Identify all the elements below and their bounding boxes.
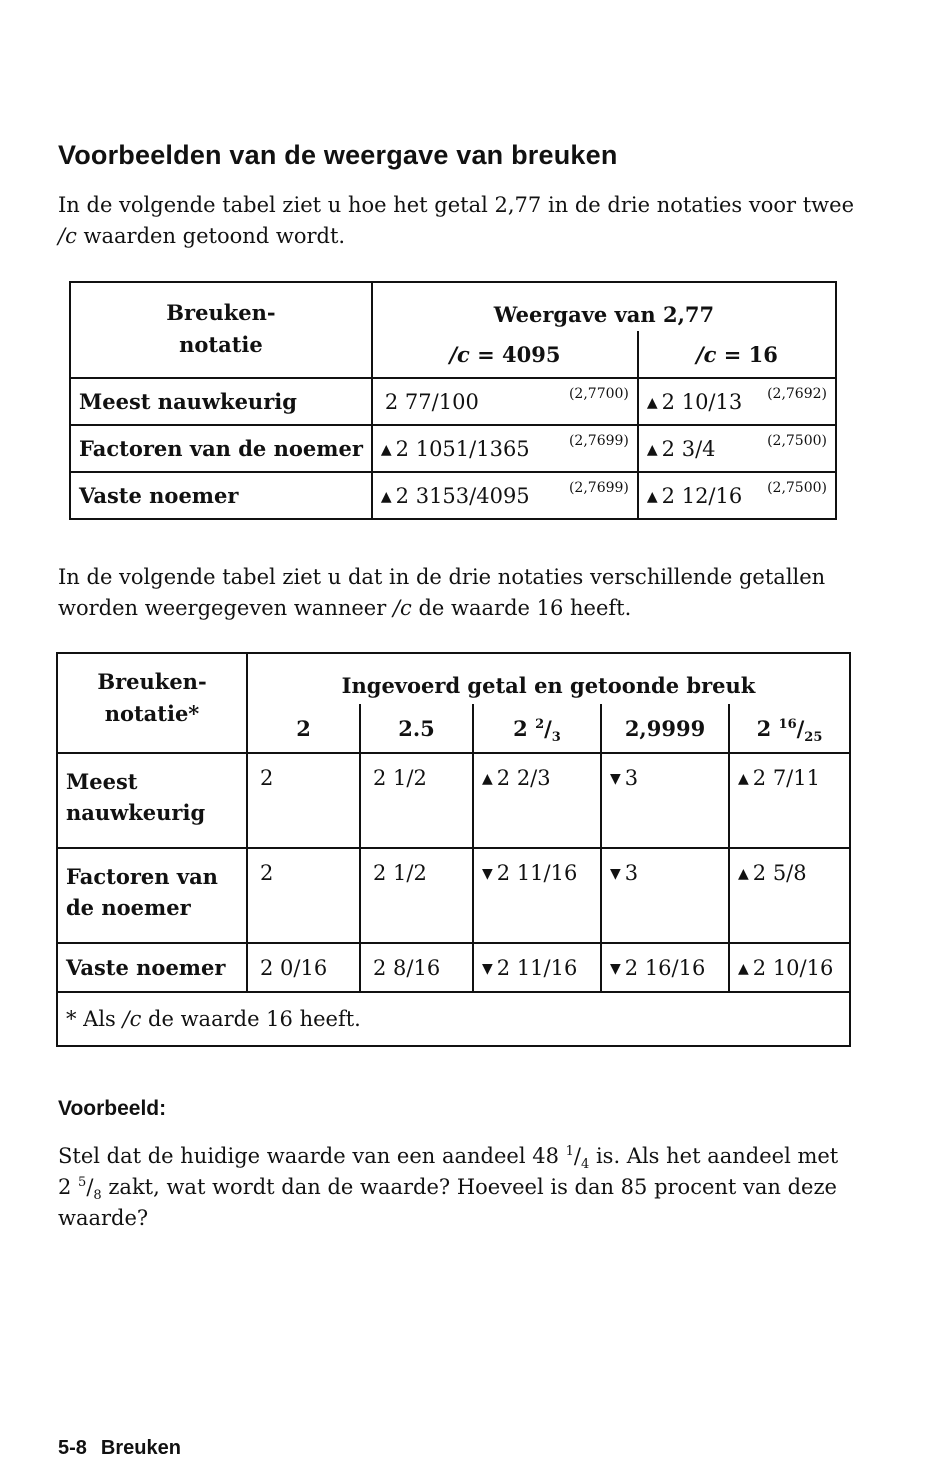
table2-col-2-9999: 2,9999 [601,704,729,753]
example-paragraph: Stel dat de huidige waarde van een aandeel 48 $^1/_4$ is. Als het aandeel met 2 $^5/_8$ zakt, wat wordt dan de waarde? Hoeveel is dan 85 procent van deze waarde? [58,1144,839,1230]
table-cell: 2 [247,753,360,848]
table2-col-2-2-3: 2 $^2/_3$ [473,704,601,753]
down-triangle-icon: ▼ [482,960,493,977]
table1-col-c4095: /c = 4095 [372,331,638,378]
table-cell: ▼ 2 16/16 [601,943,729,992]
table2-group-header: Ingevoerd getal en getoonde breuk [247,653,850,704]
table1-col-c16: /c = 16 [638,331,836,378]
table2-col-2-5: 2.5 [360,704,473,753]
row-label: Factoren van de noemer [57,848,247,943]
table2-corner-header: Breuken- notatie* [57,653,247,753]
table-cell: ▼ 3 [601,753,729,848]
table-row [70,378,836,425]
table-cell: ▲ 2 2/3 [473,753,601,848]
table-row [57,943,850,992]
table-cell: ▼ 2 11/16 [473,848,601,943]
table-cell: ▲ 2 5/8 [729,848,850,943]
up-triangle-icon: ▲ [646,488,658,505]
up-triangle-icon: ▲ [482,771,493,787]
section-name: Breuken [100,1437,181,1459]
intro-paragraph-1: In de volgende tabel ziet u hoe het getal 2,77 in de drie notaties voor twee /c waarden getoond wordt. [58,193,855,248]
table-cell: ▲ 2 3153/4095 (2,7699) [372,472,638,519]
table-cell: 2 [247,848,360,943]
up-triangle-icon: ▲ [646,394,658,411]
row-label: Meest nauwkeurig [57,753,247,848]
table2-col-2-16-25: 2 $^{16}/_{25}$ [729,704,850,753]
row-label: Factoren van de noemer [70,425,372,472]
table-display-2-77 [69,281,837,520]
table-row [70,425,836,472]
table-cell: ▲ 2 3/4 (2,7500) [638,425,836,472]
table-cell: 2 77/100 (2,7700) [372,378,638,425]
up-triangle-icon: ▲ [738,771,749,787]
up-triangle-icon: ▲ [380,488,392,505]
row-label: Vaste noemer [57,943,247,992]
up-triangle-icon: ▲ [738,960,749,977]
table-cell: ▲ 2 7/11 [729,753,850,848]
table-various-numbers [56,652,851,1047]
table1-corner-header: Breuken- notatie [70,282,372,378]
down-triangle-icon: ▼ [610,771,621,787]
row-label: Vaste noemer [70,472,372,519]
up-triangle-icon: ▲ [646,441,658,458]
row-label: Meest nauwkeurig [70,378,372,425]
page-heading: Voorbeelden van de weergave van breuken [58,140,618,170]
table-footnote-row [57,992,850,1046]
example-heading: Voorbeeld: [58,1097,167,1120]
down-triangle-icon: ▼ [610,960,621,977]
table-cell: 2 0/16 [247,943,360,992]
table-row [57,848,850,943]
table1-group-header: Weergave van 2,77 [372,282,836,331]
table-cell: ▼ 2 11/16 [473,943,601,992]
table-cell: ▲ 2 10/16 [729,943,850,992]
table-cell: ▲ 2 1051/1365 (2,7699) [372,425,638,472]
page-number: 5-8 [58,1437,87,1459]
down-triangle-icon: ▼ [482,866,493,882]
down-triangle-icon: ▼ [610,866,621,882]
table-cell: 2 1/2 [360,753,473,848]
table-cell: ▲ 2 12/16 (2,7500) [638,472,836,519]
table-cell: ▼ 3 [601,848,729,943]
table-cell: 2 1/2 [360,848,473,943]
up-triangle-icon: ▲ [738,866,749,882]
table2-col-2: 2 [247,704,360,753]
table-row [70,472,836,519]
up-triangle-icon: ▲ [380,441,392,458]
table-cell: ▲ 2 10/13 (2,7692) [638,378,836,425]
table-cell: 2 8/16 [360,943,473,992]
intro-paragraph-2: In de volgende tabel ziet u dat in de drie notaties verschillende getallen worden weergegeven wanneer /c de waarde 16 heeft. [58,565,826,620]
table-row [57,753,850,848]
page-footer [58,1437,181,1460]
table-footnote: * Als /c de waarde 16 heeft. [57,992,850,1046]
